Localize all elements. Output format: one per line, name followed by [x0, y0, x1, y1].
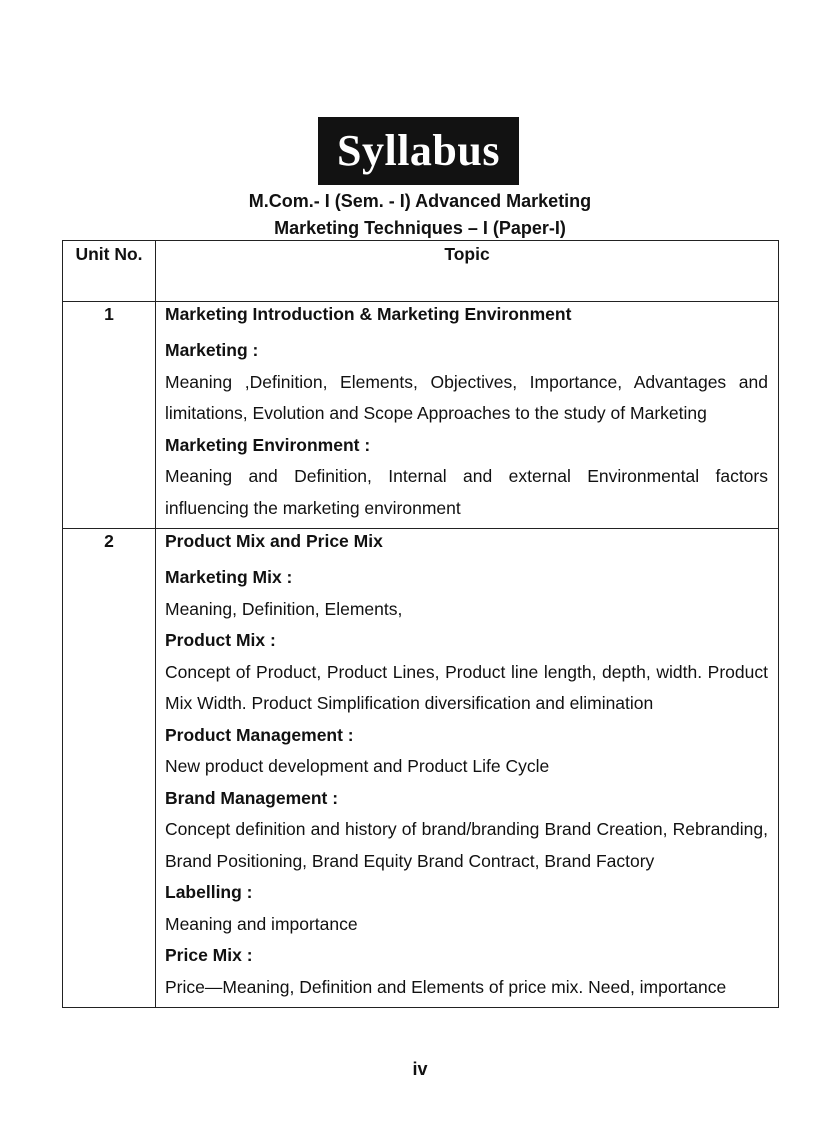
section-text: Meaning ,Definition, Elements, Objectives, Importance, Advantages and limitations, Evolution and Scope Approaches to the study of Marketing: [165, 371, 768, 423]
section-heading: Product Management :: [165, 724, 354, 745]
table-row: [63, 529, 779, 1008]
paper-title: Marketing Techniques – I (Paper-I): [274, 218, 566, 238]
unit-topic-cell: [156, 302, 779, 529]
section-heading: Marketing :: [165, 340, 259, 360]
section-text: New product development and Product Life Cycle: [165, 756, 550, 776]
section-text: Concept definition and history of brand/branding Brand Creation, Rebranding, Brand Positioning, Brand Equity Brand Contract, Brand Factory: [165, 819, 768, 871]
syllabus-table: [62, 240, 779, 1008]
section-text: Meaning and importance: [165, 913, 358, 934]
unit-topic-cell: [156, 529, 779, 1008]
unit-no-header: Unit No.: [63, 241, 156, 302]
course-title: M.Com.- I (Sem. - I) Advanced Marketing: [248, 191, 592, 211]
table-row: [63, 302, 779, 529]
section-text: Meaning, Definition, Elements,: [165, 598, 403, 619]
section-heading: Product Mix :: [165, 630, 276, 650]
section-heading: Price Mix :: [165, 945, 253, 965]
section-heading: Marketing Mix :: [165, 567, 293, 587]
unit-number: 1: [63, 302, 156, 529]
section-text: Meaning and Definition, Internal and external Environmental factors influencing the marketing environment: [165, 466, 768, 518]
section-text: Concept of Product, Product Lines, Product line length, depth, width. Product Mix Width. Product Simplification diversification and elimination: [165, 661, 768, 713]
unit-number: 2: [63, 529, 156, 1008]
table-header-row: [63, 241, 779, 302]
unit-title: Product Mix and Price Mix: [165, 531, 383, 551]
section-heading: Marketing Environment :: [165, 434, 371, 455]
syllabus-banner: Syllabus: [318, 117, 519, 185]
unit-title: Marketing Introduction & Marketing Environment: [165, 304, 572, 324]
page-number: iv: [412, 1059, 428, 1079]
topic-header: Topic: [156, 241, 779, 302]
section-heading: Labelling :: [165, 882, 253, 902]
section-heading: Brand Management :: [165, 787, 339, 808]
section-text: Price—Meaning, Definition and Elements of price mix. Need, importance: [165, 976, 727, 997]
